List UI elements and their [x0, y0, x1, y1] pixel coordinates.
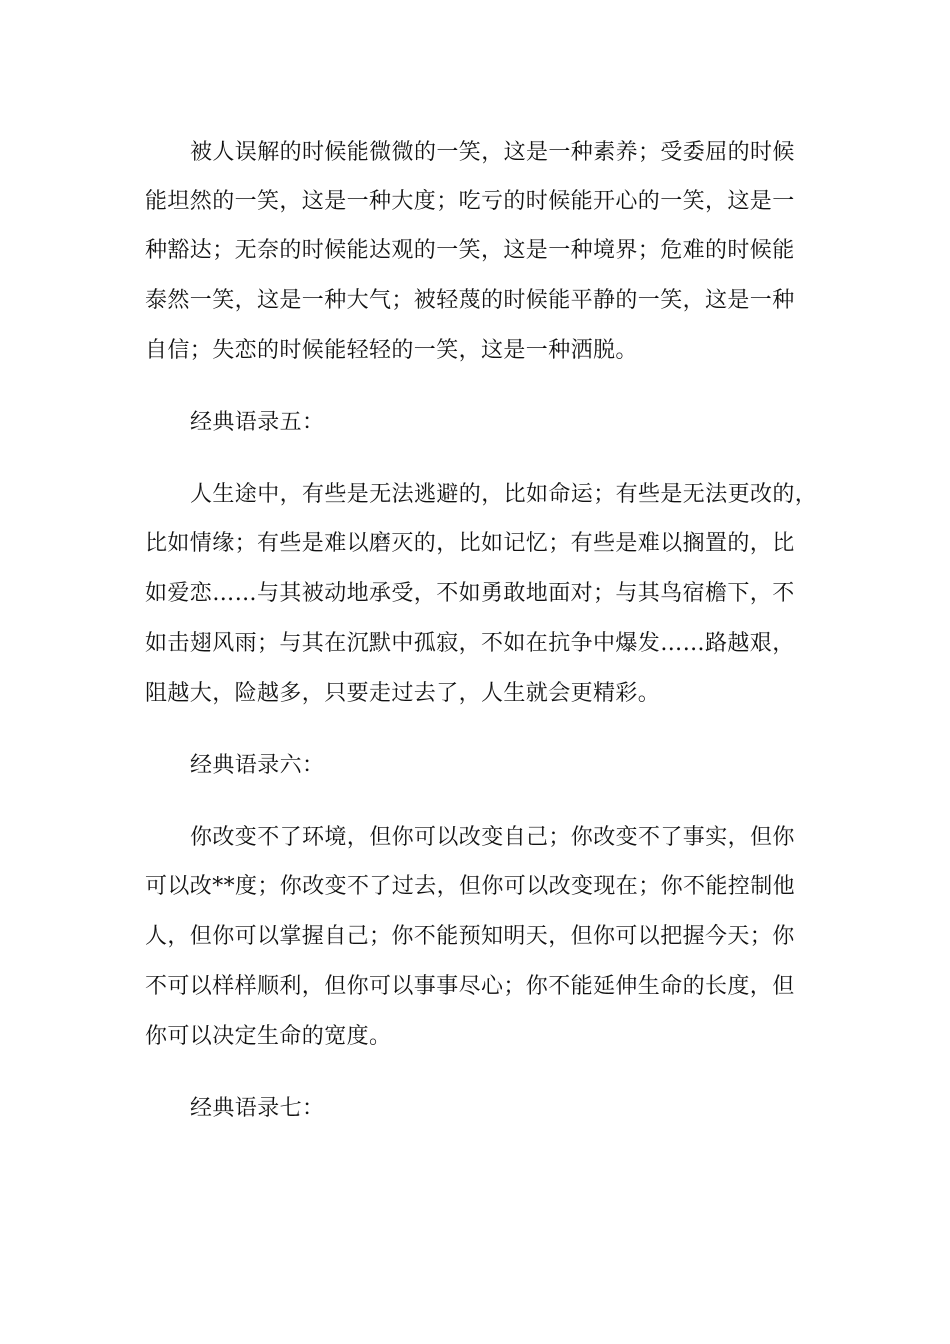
paragraph-3-line-5: 你可以决定生命的宽度。	[145, 1024, 392, 1049]
paragraph-3-line-2: 可以改**度；你改变不了过去，但你可以改变现在；你不能控制他	[145, 874, 796, 899]
heading-quote-7: 经典语录七：	[190, 1096, 325, 1121]
paragraph-3-line-3: 人，但你可以掌握自己；你不能预知明天，但你可以把握今天；你	[145, 924, 795, 949]
paragraph-2-line-5: 阻越大，险越多，只要走过去了，人生就会更精彩。	[145, 681, 661, 706]
paragraph-3-line-4: 不可以样样顺利，但你可以事事尽心；你不能延伸生命的长度，但	[145, 974, 795, 999]
paragraph-1-line-3: 种豁达；无奈的时候能达观的一笑，这是一种境界；危难的时候能	[145, 238, 795, 263]
paragraph-2-line-3: 如爱恋……与其被动地承受，不如勇敢地面对；与其鸟宿檐下，不	[145, 581, 795, 606]
heading-quote-6: 经典语录六：	[190, 753, 325, 778]
paragraph-3-line-1: 你改变不了环境，但你可以改变自己；你改变不了事实，但你	[190, 825, 795, 850]
paragraph-2-line-4: 如击翅风雨；与其在沉默中孤寂，不如在抗争中爆发……路越艰，	[145, 631, 795, 656]
paragraph-2-line-2: 比如情缘；有些是难以磨灭的，比如记忆；有些是难以搁置的，比	[145, 531, 795, 556]
paragraph-1-line-4: 泰然一笑，这是一种大气；被轻蔑的时候能平静的一笑，这是一种	[145, 288, 795, 313]
paragraph-1-line-1: 被人误解的时候能微微的一笑，这是一种素养；受委屈的时候	[190, 140, 795, 165]
paragraph-2-line-1: 人生途中，有些是无法逃避的，比如命运；有些是无法更改的，	[190, 482, 818, 507]
heading-quote-5: 经典语录五：	[190, 410, 325, 435]
paragraph-1-line-2: 能坦然的一笑，这是一种大度；吃亏的时候能开心的一笑，这是一	[145, 189, 795, 214]
paragraph-1-line-5: 自信；失恋的时候能轻轻的一笑，这是一种洒脱。	[145, 338, 638, 363]
